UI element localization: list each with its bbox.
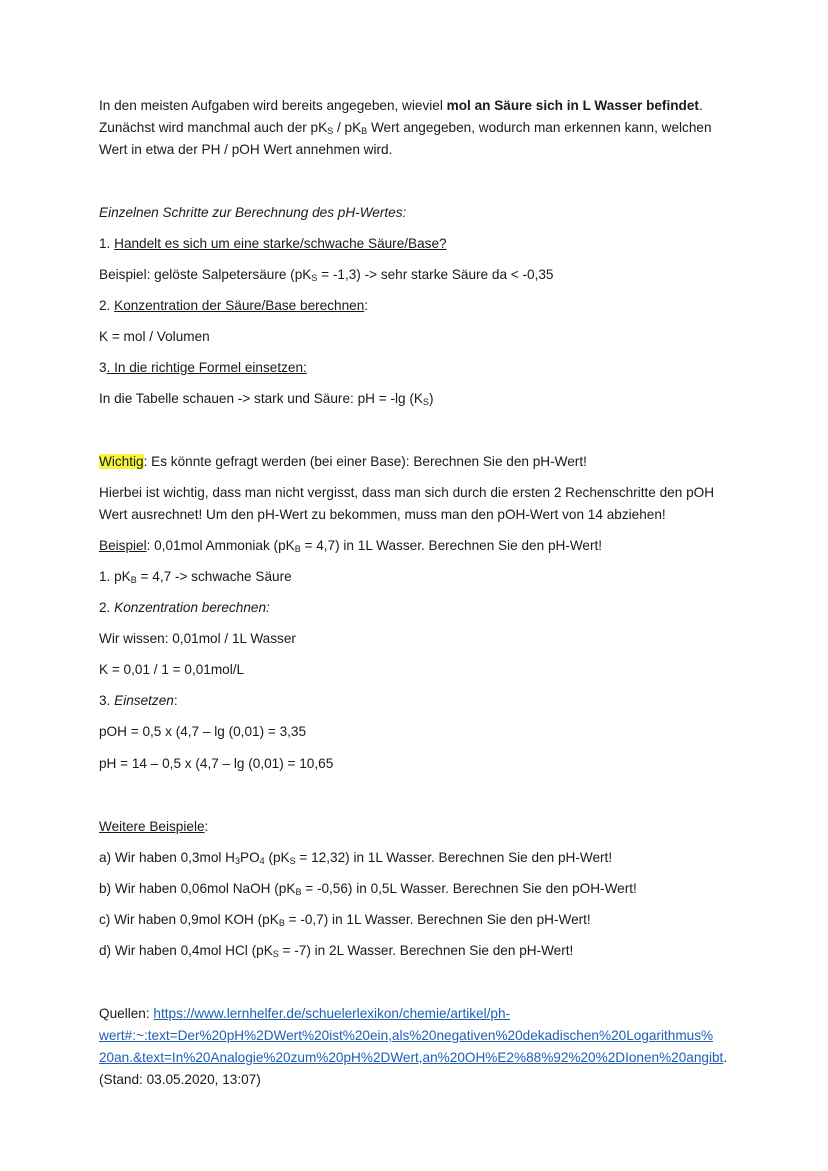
step-3 xyxy=(99,359,307,377)
formula-text: ) xyxy=(428,391,434,406)
important-line-2: Hierbei ist wichtig, dass man nicht vergisst, dass man sich durch die ersten 2 Rechenschritte den pOH xyxy=(99,485,715,500)
subscript: S xyxy=(311,273,318,283)
step-number: 2. xyxy=(99,600,115,615)
example-known: Wir wissen: 0,01mol / 1L Wasser xyxy=(99,631,296,646)
source-link[interactable]: https://www.lernhelfer.de/schuelerlexikon/chemie/artikel/ph- xyxy=(153,1006,511,1021)
example-text: 1. pK xyxy=(99,569,131,584)
step-number: 2. xyxy=(99,298,115,313)
example-text: = -1,3) -> sehr starke Säure da < -0,35 xyxy=(317,267,554,282)
intro-text: In den meisten Aufgaben wird bereits angegeben, wieviel xyxy=(99,98,447,113)
intro-line-3: Wert in etwa der PH / pOH Wert annehmen wird. xyxy=(99,142,393,157)
example-text: = -0,56) in 0,5L Wasser. Berechnen Sie den pOH-Wert! xyxy=(301,881,637,896)
more-example-b xyxy=(99,880,637,898)
example-line xyxy=(99,537,602,555)
subscript: S xyxy=(289,856,296,866)
step-number: 1. xyxy=(99,236,115,251)
subscript: B xyxy=(361,126,368,136)
example-ph: pH = 14 – 0,5 x (4,7 – lg (0,01) = 10,65 xyxy=(99,756,334,771)
example-k-calc: K = 0,01 / 1 = 0,01mol/L xyxy=(99,662,245,677)
example-text: a) Wir haben 0,3mol H xyxy=(99,850,235,865)
step-1 xyxy=(99,235,447,253)
sources-label: Quellen: xyxy=(99,1006,154,1021)
intro-line-2 xyxy=(99,119,712,137)
example-text: c) Wir haben 0,9mol KOH (pK xyxy=(99,912,279,927)
step-label: Handelt es sich um eine starke/schwache Säure/Base? xyxy=(114,236,447,251)
subscript: B xyxy=(294,544,301,554)
formula-text: In die Tabelle schauen -> stark und Säure: pH = -lg (K xyxy=(99,391,423,406)
intro-text: Wert angegeben, wodurch man erkennen kann, welchen xyxy=(367,120,712,135)
intro-period: . xyxy=(698,98,703,113)
step-3-text xyxy=(99,390,433,408)
subscript: S xyxy=(272,949,279,959)
subscript: S xyxy=(327,126,334,136)
steps-heading: Einzelnen Schritte zur Berechnung des pH-Wertes: xyxy=(99,205,407,220)
example-label: Beispiel xyxy=(99,538,147,553)
more-example-c xyxy=(99,911,591,929)
example-text: = -7) in 2L Wasser. Berechnen Sie den pH-Wert! xyxy=(278,943,574,958)
important-line-3: Wert ausrechnet! Um den pH-Wert zu bekommen, muss man den pOH-Wert von 14 abziehen! xyxy=(99,507,666,522)
sources-date: (Stand: 03.05.2020, 13:07) xyxy=(99,1072,261,1087)
more-example-a xyxy=(99,849,612,867)
example-text: = 4,7 -> schwache Säure xyxy=(136,569,292,584)
step-label: . In die richtige Formel einsetzen: xyxy=(106,360,307,375)
intro-bold-text: mol an Säure sich in L Wasser befindet xyxy=(446,98,699,113)
step-label: Konzentration der Säure/Base berechnen xyxy=(114,298,365,313)
step-number: 3. xyxy=(99,693,115,708)
example-text: : 0,01mol Ammoniak (pK xyxy=(146,538,295,553)
highlight-word: Wichtig xyxy=(99,454,144,469)
sources-line-3 xyxy=(99,1049,727,1067)
subscript: 4 xyxy=(259,856,265,866)
example-text: = 4,7) in 1L Wasser. Berechnen Sie den pH-Wert! xyxy=(300,538,603,553)
example-poh: pOH = 0,5 x (4,7 – lg (0,01) = 3,35 xyxy=(99,724,307,739)
step-number: 3 xyxy=(99,360,107,375)
important-line-1 xyxy=(99,453,587,471)
example-step-3 xyxy=(99,692,178,710)
subscript: B xyxy=(295,887,302,897)
period: . xyxy=(723,1050,728,1065)
important-text: : Es könnte gefragt werden (bei einer Base): Berechnen Sie den pH-Wert! xyxy=(143,454,587,469)
step-label: Konzentration berechnen: xyxy=(114,600,270,615)
colon: : xyxy=(364,298,369,313)
subscript: B xyxy=(278,918,285,928)
example-text: = -0,7) in 1L Wasser. Berechnen Sie den pH-Wert! xyxy=(284,912,591,927)
intro-text: / pK xyxy=(333,120,362,135)
example-step-2 xyxy=(99,599,270,617)
heading-text: Weitere Beispiele xyxy=(99,819,205,834)
intro-text: Zunächst wird manchmal auch der pK xyxy=(99,120,328,135)
subscript: B xyxy=(130,575,137,585)
colon: : xyxy=(204,819,209,834)
example-step-1 xyxy=(99,568,292,586)
example-text: = 12,32) in 1L Wasser. Berechnen Sie den pH-Wert! xyxy=(295,850,613,865)
sources-line-1 xyxy=(99,1005,510,1023)
step-label: Einsetzen xyxy=(114,693,174,708)
source-link[interactable]: 20an.&text=In%20Analogie%20zum%20pH%2DWert,an%20OH%E2%88%92%20%2DIonen%20angibt xyxy=(99,1050,724,1065)
step-2 xyxy=(99,297,368,315)
more-examples-heading xyxy=(99,818,208,836)
step-1-example xyxy=(99,266,554,284)
more-example-d xyxy=(99,942,573,960)
intro-line-1 xyxy=(99,97,703,115)
example-text: (pK xyxy=(264,850,290,865)
example-text: Beispiel: gelöste Salpetersäure (pK xyxy=(99,267,312,282)
example-text: PO xyxy=(240,850,260,865)
sources-line-2 xyxy=(99,1027,713,1045)
colon: : xyxy=(173,693,178,708)
example-text: b) Wir haben 0,06mol NaOH (pK xyxy=(99,881,296,896)
step-2-formula: K = mol / Volumen xyxy=(99,329,210,344)
subscript: 3 xyxy=(235,856,241,866)
source-link[interactable]: wert#:~:text=Der%20pH%2DWert%20ist%20ein,als%20negativen%20dekadischen%20Logarithmus% xyxy=(99,1028,714,1043)
example-text: d) Wir haben 0,4mol HCl (pK xyxy=(99,943,273,958)
subscript: S xyxy=(422,397,429,407)
